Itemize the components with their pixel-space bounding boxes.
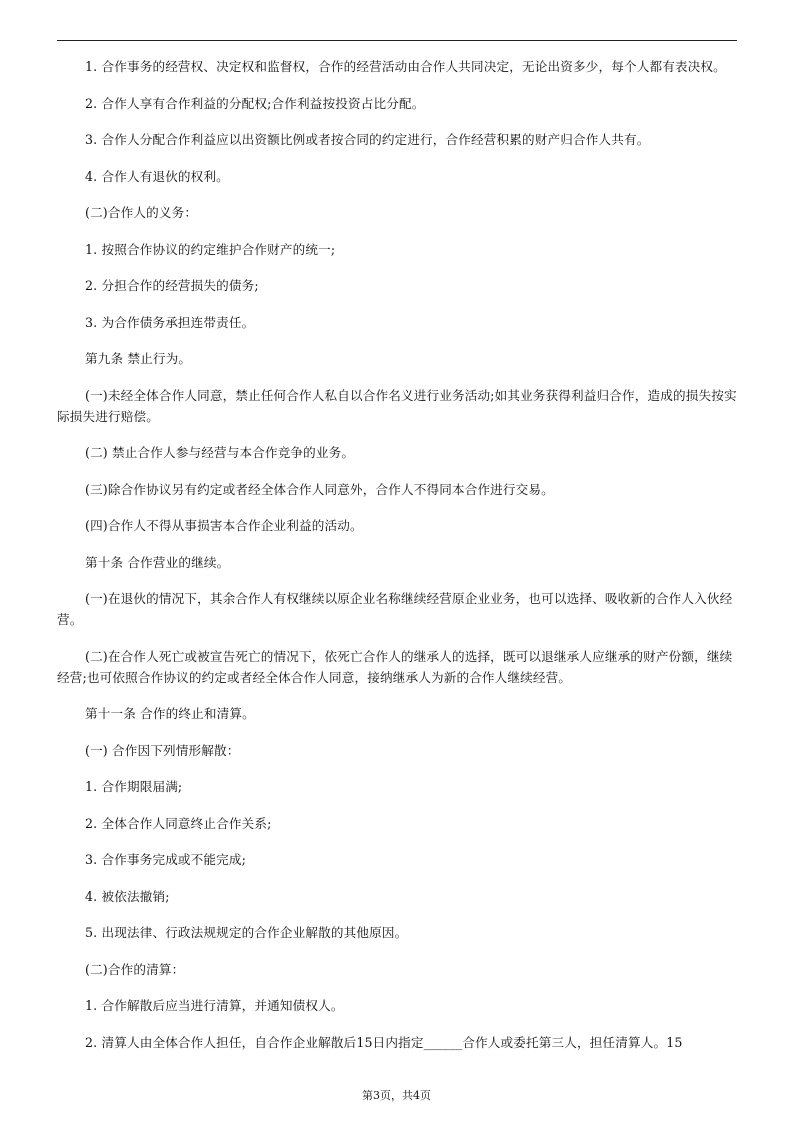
paragraph: 5. 出现法律、行政法规规定的合作企业解散的其他原因。 xyxy=(85,925,408,940)
article-heading: 第十条 合作营业的继续。 xyxy=(85,554,230,570)
paragraph: 2. 清算人由全体合作人担任，自合作企业解散后15日内指定______合作人或委托第三人，担任清算人。15 xyxy=(85,1034,683,1050)
article-heading: 第九条 禁止行为。 xyxy=(85,351,192,366)
article-heading: 第十一条 合作的终止和清算。 xyxy=(85,706,255,721)
section-heading: (一) 合作因下列情形解散： xyxy=(85,742,240,758)
paragraph: (一)未经全体合作人同意，禁止任何合作人私自以合作名义进行业务活动;如其业务获得利益归合作，造成的损失按实际损失进行赔偿。 xyxy=(57,387,737,424)
page-number-footer: 第3页，共4页 xyxy=(362,1089,431,1102)
paragraph: 2. 分担合作的经营损失的债务; xyxy=(85,278,259,293)
header-rule xyxy=(57,40,737,41)
paragraph: 2. 合作人享有合作利益的分配权;合作利益按投资占比分配。 xyxy=(85,95,425,111)
section-heading: (二)合作的清算： xyxy=(85,961,185,977)
paragraph: 1. 合作期限届满; xyxy=(85,779,183,794)
paragraph: 3. 合作人分配合作利益应以出资额比例或者按合同的约定进行，合作经营积累的财产归合作人共有。 xyxy=(85,132,650,147)
document-body xyxy=(57,56,737,1068)
paragraph: 3. 合作事务完成或不能完成; xyxy=(85,852,247,867)
paragraph: 3. 为合作债务承担连带责任。 xyxy=(85,314,255,330)
paragraph: (二)在合作人死亡或被宣告死亡的情况下，依死亡合作人的继承人的选择，既可以退继承人应继承的财产份额，继续经营;也可依照合作协议的约定或者经全体合作人同意，接纳继承人为新的合作人继续经营。 xyxy=(57,648,733,685)
paragraph: (二) 禁止合作人参与经营与本合作竞争的业务。 xyxy=(85,445,355,460)
paragraph: 1. 合作事务的经营权、决定权和监督权，合作的经营活动由合作人共同决定，无论出资多少，每个人都有表决权。 xyxy=(85,59,726,74)
paragraph: 4. 合作人有退伙的权利。 xyxy=(85,168,229,184)
paragraph: 1. 合作解散后应当进行清算，并通知债权人。 xyxy=(85,998,344,1013)
paragraph: (三)除合作协议另有约定或者经全体合作人同意外，合作人不得同本合作进行交易。 xyxy=(85,481,554,497)
paragraph: (一)在退伙的情况下，其余合作人有权继续以原企业名称继续经营原企业业务，也可以选择、吸收新的合作人入伙经营。 xyxy=(57,591,733,627)
paragraph: 2. 全体合作人同意终止合作关系; xyxy=(85,815,272,831)
paragraph: (四)合作人不得从事损害本合作企业利益的活动。 xyxy=(85,518,363,533)
paragraph: 4. 被依法撤销; xyxy=(85,888,170,904)
paragraph: 1. 按照合作协议的约定维护合作财产的统一; xyxy=(85,241,336,257)
section-heading: (二)合作人的义务： xyxy=(85,205,198,220)
